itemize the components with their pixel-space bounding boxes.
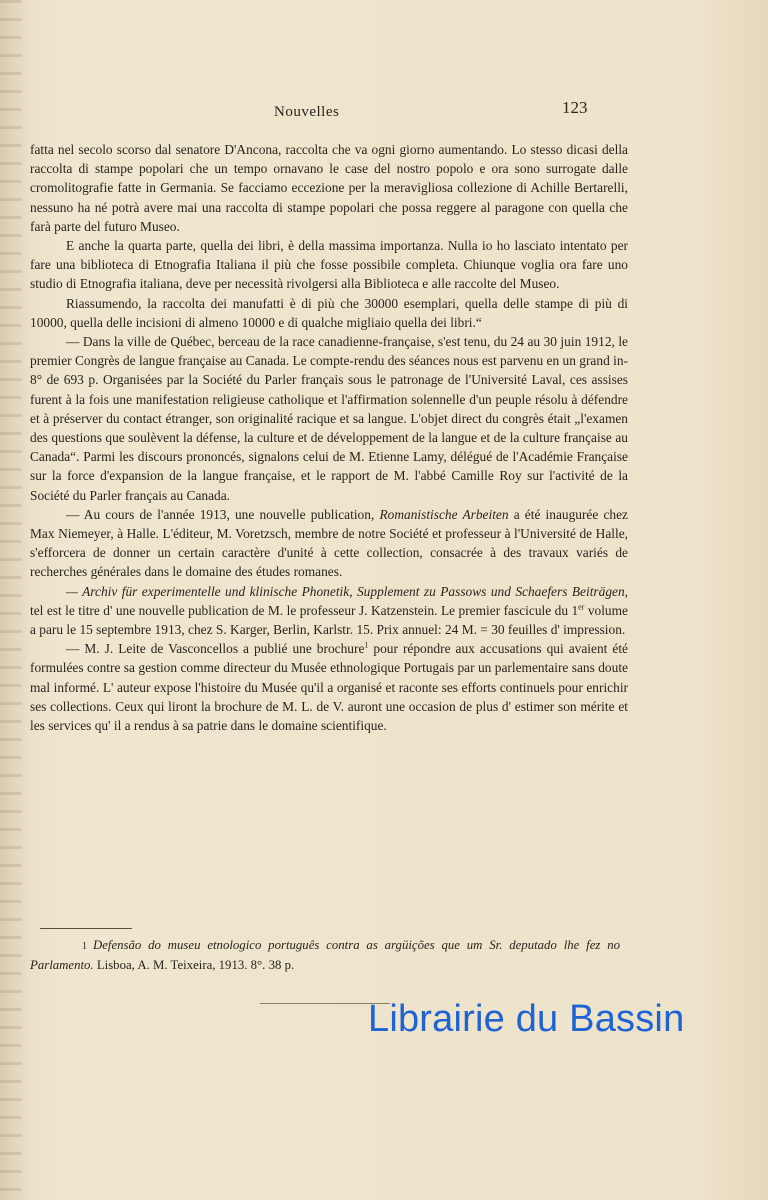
page-header [0, 98, 768, 122]
running-title: Nouvelles [274, 104, 340, 120]
paragraph-text: pour répondre aux accusations qui avaient été formulées contre sa gestion comme directeur du Musée ethnologique Portugais par un parlementaire sans doute mal informé. L' auteur expose l'histoire du Musée qu'il a organisé et raconte ses efforts continuels pour enrichir ses collections. Ceux qui liront la brochure de M. L. de V. auront une occasion de plus d' estimer son mérite et les services qu' il a rendus à sa patrie dans le domaine scientifique. [30, 641, 628, 734]
paragraph-quebec-congress: — Dans la ville de Québec, berceau de la race canadienne-française, s'est tenu, du 24 au 30 juin 1912, le premier Congrès de langue française au Canada. Le compte-rendu des séances nous est parvenu en un grand in-8° de 693 p. Organisées par la Société du Parler français sous le patronage de l'Université Laval, ces assises furent à la fois une manifestation religieuse catholique et l'affirmation solennelle d'un peuple résolu à défendre et à préserver du contact étranger, son originalité racique et sa langue. L'objet direct du congrès était „l'examen des questions que soulèvent la défense, la culture et de développement de la langue et de la culture française au Canada“. Parmi les discours prononcés, signalons celui de M. Etienne Lamy, délégué de l'Académie Française sur la force d'expansion de la langue française, et le rapport de M. l'abbé Camille Roy sur l'activité de la Société du Parler français au Canada. [30, 334, 628, 503]
paragraph-romanistische-arbeiten [30, 505, 628, 582]
page-number: 123 [562, 98, 588, 117]
footnote [30, 936, 620, 975]
paragraph-archiv-phonetik [30, 582, 628, 640]
superscript: er [578, 602, 585, 612]
paragraph-3: Riassumendo, la raccolta dei manufatti è di più che 30000 esemplari, quella delle stampe di più di 10000, quella delle incisioni di almeno 10000 e di qualche migliaio quella dei libri.“ [30, 295, 628, 330]
footnote-text: Lisboa, A. M. Teixeira, 1913. 8°. 38 p. [93, 958, 295, 972]
paragraph-text: volume a paru le 15 septembre 1913, chez S. Karger, Berlin, Karlstr. 15. Prix annuel: 24 M. = 30 feuilles d' impression. [30, 602, 628, 638]
paragraph-1: fatta nel secolo scorso dal senatore D'Ancona, raccolta che va ogni giorno aumentando. Lo stesso dicasi della raccolta di stampe popolari che un tempo ornavano le case del nostro popolo e ora sono surrogate dalle cromolitografie fatte in Germania. Se facciamo eccezione per la meravigliosa collezione di Achille Bertarelli, nessuno ha né potrà avere mai una raccolta di stampe popolari che possa reggere al paragone con quella che farà parte del futuro Museo. [30, 142, 628, 234]
seller-watermark: Librairie du Bassin [368, 998, 685, 1040]
paragraph-vasconcellos [30, 639, 628, 735]
page-gutter-shadow [0, 0, 22, 1200]
footnote-reference: 1 [364, 640, 369, 650]
footnote-mark: 1 [82, 941, 87, 952]
publication-title: — Archiv für experimentelle und klinische Phonetik, Supplement zu Passows und Schaefers Beiträgen, [66, 583, 628, 599]
paragraph-text: — Au cours de l'année 1913, une nouvelle publication, [66, 506, 380, 522]
footnote-divider [40, 928, 132, 929]
paragraph-text: tel est le titre d' une nouvelle publication de M. le professeur J. Katzenstein. Le premier fascicule du 1 [30, 602, 579, 618]
publication-title: Romanistische Arbeiten [379, 506, 509, 522]
paragraph-text: — M. J. Leite de Vasconcellos a publié une brochure [66, 641, 365, 657]
main-text [30, 140, 628, 735]
footnote-title: Defensão do museu etnologico português contra as argüições que um Sr. deputado lhe fez no Parlamento. [30, 938, 620, 972]
paragraph-text: a été inaugurée chez Max Niemeyer, à Halle. L'éditeur, M. Voretzsch, membre de notre Société et professeur à l'Université de Halle, s'efforcera de donner un certain caractère d'unité à cette collection, consacrée à des travaux variés de recherches générales dans le domaine des études romanes. [30, 506, 628, 580]
paragraph-2: E anche la quarta parte, quella dei libri, è della massima importanza. Nulla io ho lasciato intentato per fare una biblioteca di Etnografia Italiana il più che fosse possibile completa. Chiunque voglia ora fare uno studio di Etnografia italiana, deve per necessità rivolgersi alla Biblioteca e alle raccolte del Museo. [30, 238, 628, 292]
